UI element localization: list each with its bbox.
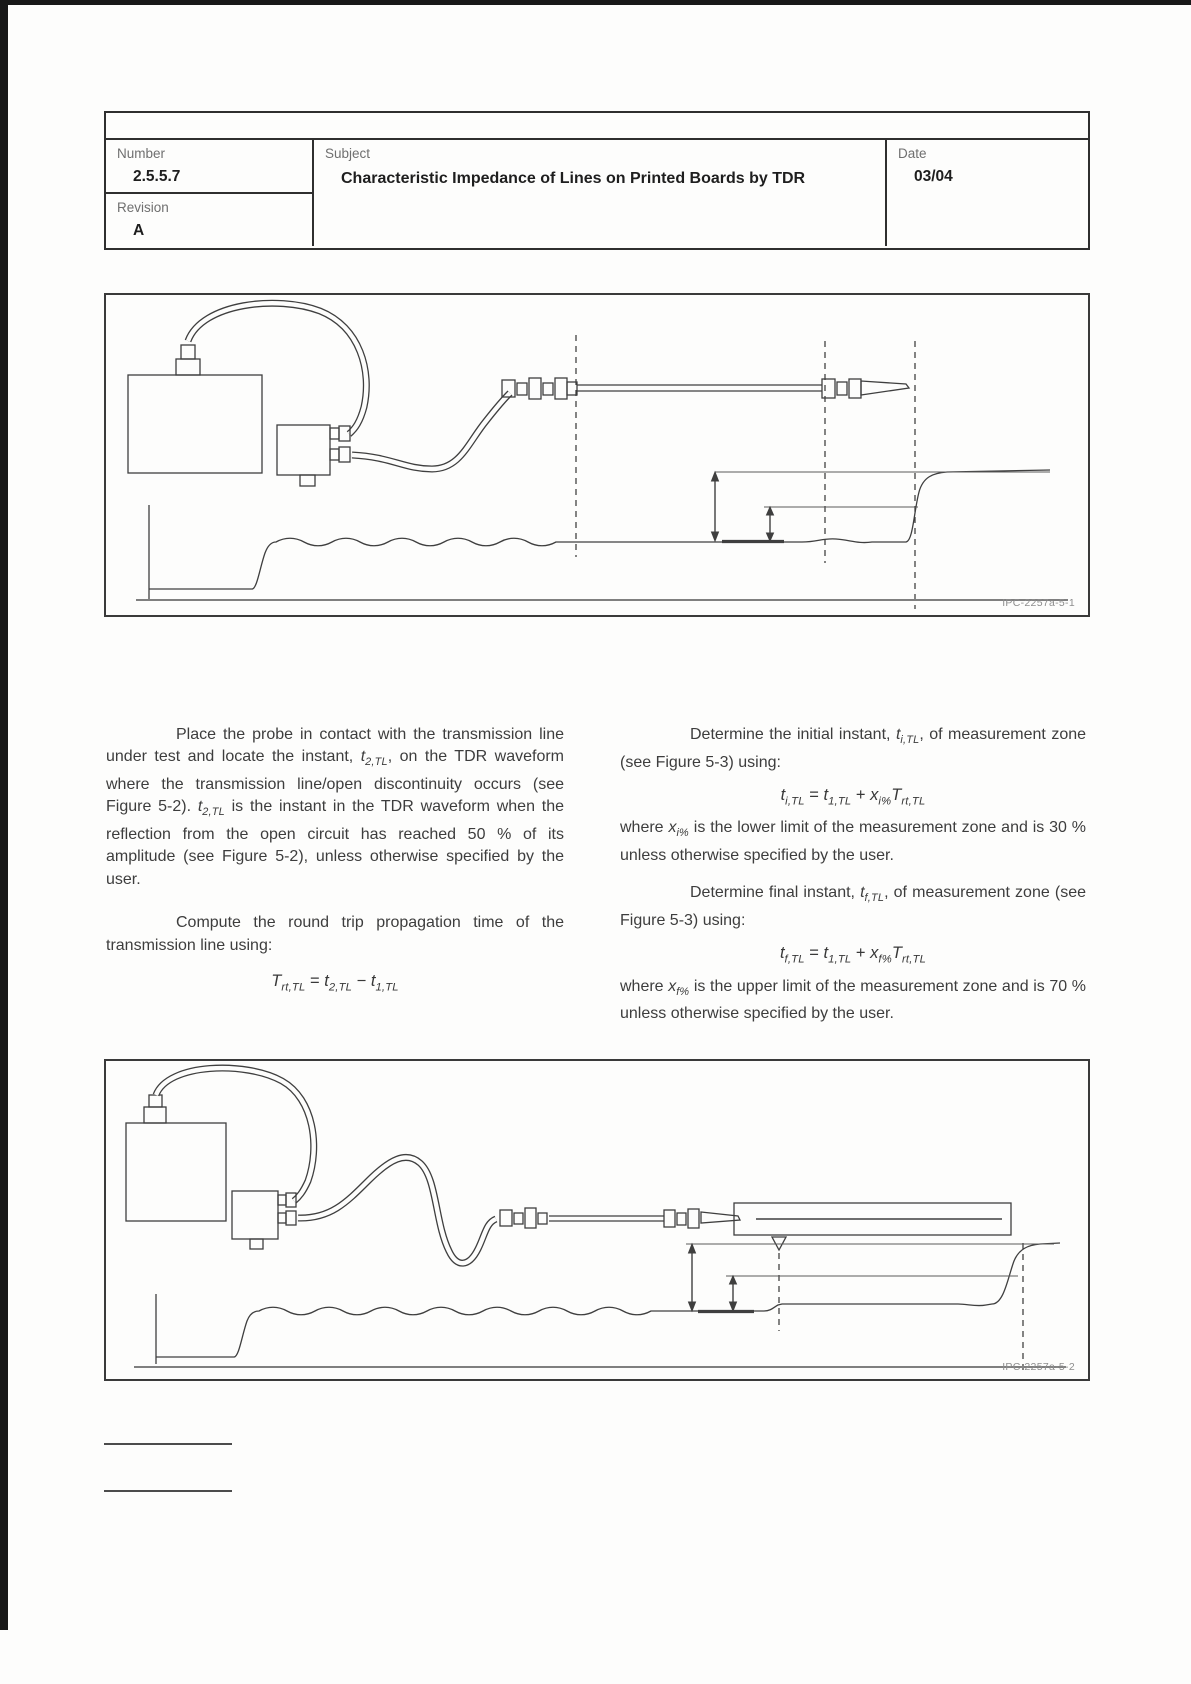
footnote-rule-2 <box>104 1490 232 1492</box>
figure-5-2-drawing <box>106 295 1084 611</box>
equation-initial-instant: $t_{i,TL} = t_{1,TL} + x_{i\%}T_{rt,TL}$ <box>780 786 926 808</box>
subject-label: Subject <box>325 146 371 161</box>
scan-edge-top <box>0 0 1191 5</box>
instrument-cable <box>188 303 366 434</box>
probe-connector-stack <box>500 1208 547 1228</box>
body-left-column <box>106 724 564 1008</box>
header-number-column <box>106 140 314 246</box>
body-right-column <box>620 724 1086 1041</box>
figure-5-2 <box>104 293 1090 617</box>
tdr-waveform-2 <box>134 1243 1066 1367</box>
paragraph-initial-instant: Determine the initial instant, $t_{i,TL}$, of measurement zone (see Figure 5-3) using: <box>620 726 1087 771</box>
measurement-zone-dashed-lines <box>779 1243 1023 1373</box>
figure-5-3-drawing <box>106 1061 1084 1375</box>
paragraph-final-instant: Determine final instant, $t_{f,TL}$, of measurement zone (see Figure 5-3) using: <box>620 884 1086 929</box>
paragraph-upper-limit: where $x_{f\%}$ is the upper limit of the measurement zone and is 70 % unless otherwise specified by the user. <box>620 977 1087 1023</box>
scan-edge-left <box>0 0 8 1630</box>
sampling-head <box>277 425 350 486</box>
date-label: Date <box>898 146 927 161</box>
tdr-instrument <box>128 345 262 473</box>
figure-5-3 <box>104 1059 1090 1381</box>
paragraph-lower-limit: where $x_{i\%}$ is the lower limit of the measurement zone and is 30 % unless otherwise specified by the user. <box>620 819 1086 864</box>
number-label: Number <box>117 146 166 161</box>
figure-5-2-id-label: IPC-2257a-5-1 <box>1002 597 1075 609</box>
equation-final-instant: $t_{f,TL} = t_{1,TL} + x_{f\%}T_{rt,TL}$ <box>779 944 927 966</box>
date-cell <box>887 140 1088 246</box>
subject-cell <box>314 140 887 246</box>
probe-cable <box>298 1157 496 1263</box>
header-top-strip <box>106 113 1088 140</box>
revision-label: Revision <box>117 200 169 215</box>
probe-head <box>664 1209 740 1228</box>
subject-value: Characteristic Impedance of Lines on Printed Boards by TDR <box>341 170 806 187</box>
tdr-waveform-1 <box>136 470 1068 600</box>
probe-cable <box>352 393 510 469</box>
figure-5-3-id-label: IPC-2257a-5-2 <box>1002 1361 1075 1373</box>
paragraph-compute-time: Compute the round trip propagation time of the transmission line using: <box>106 914 564 954</box>
tdr-instrument <box>126 1095 226 1221</box>
paragraph-place-probe: Place the probe in contact with the transmission line under test and locate the instant, $t_{2,TL}$, on the TDR waveform where the transmission line/open discontinuity occurs (see Figure 5-2). $t_{2,TL}$ is the instant in the TDR waveform when the reflection from the open circuit has reached 50 % of its amplitude (see Figure 5-2), unless otherwise specified by the user. <box>106 726 565 888</box>
revision-cell <box>106 194 312 246</box>
probe-open-end <box>822 379 909 398</box>
date-value: 03/04 <box>914 168 953 185</box>
revision-value: A <box>133 222 145 239</box>
probe-coax-line <box>549 1216 664 1221</box>
airline-probe <box>577 385 822 391</box>
number-cell <box>106 140 312 194</box>
equation-round-trip-time: $T_{rt,TL} = t_{2,TL} - t_{1,TL}$ <box>271 972 399 994</box>
footnote-rule-1 <box>104 1443 232 1445</box>
number-value: 2.5.5.7 <box>133 168 181 185</box>
printed-board-under-test <box>734 1203 1011 1250</box>
sampling-head <box>232 1191 296 1249</box>
probe-connector-stack <box>502 378 577 399</box>
amplitude-annotations <box>712 472 1051 542</box>
header-table <box>104 111 1090 250</box>
instrument-cable <box>156 1068 314 1201</box>
